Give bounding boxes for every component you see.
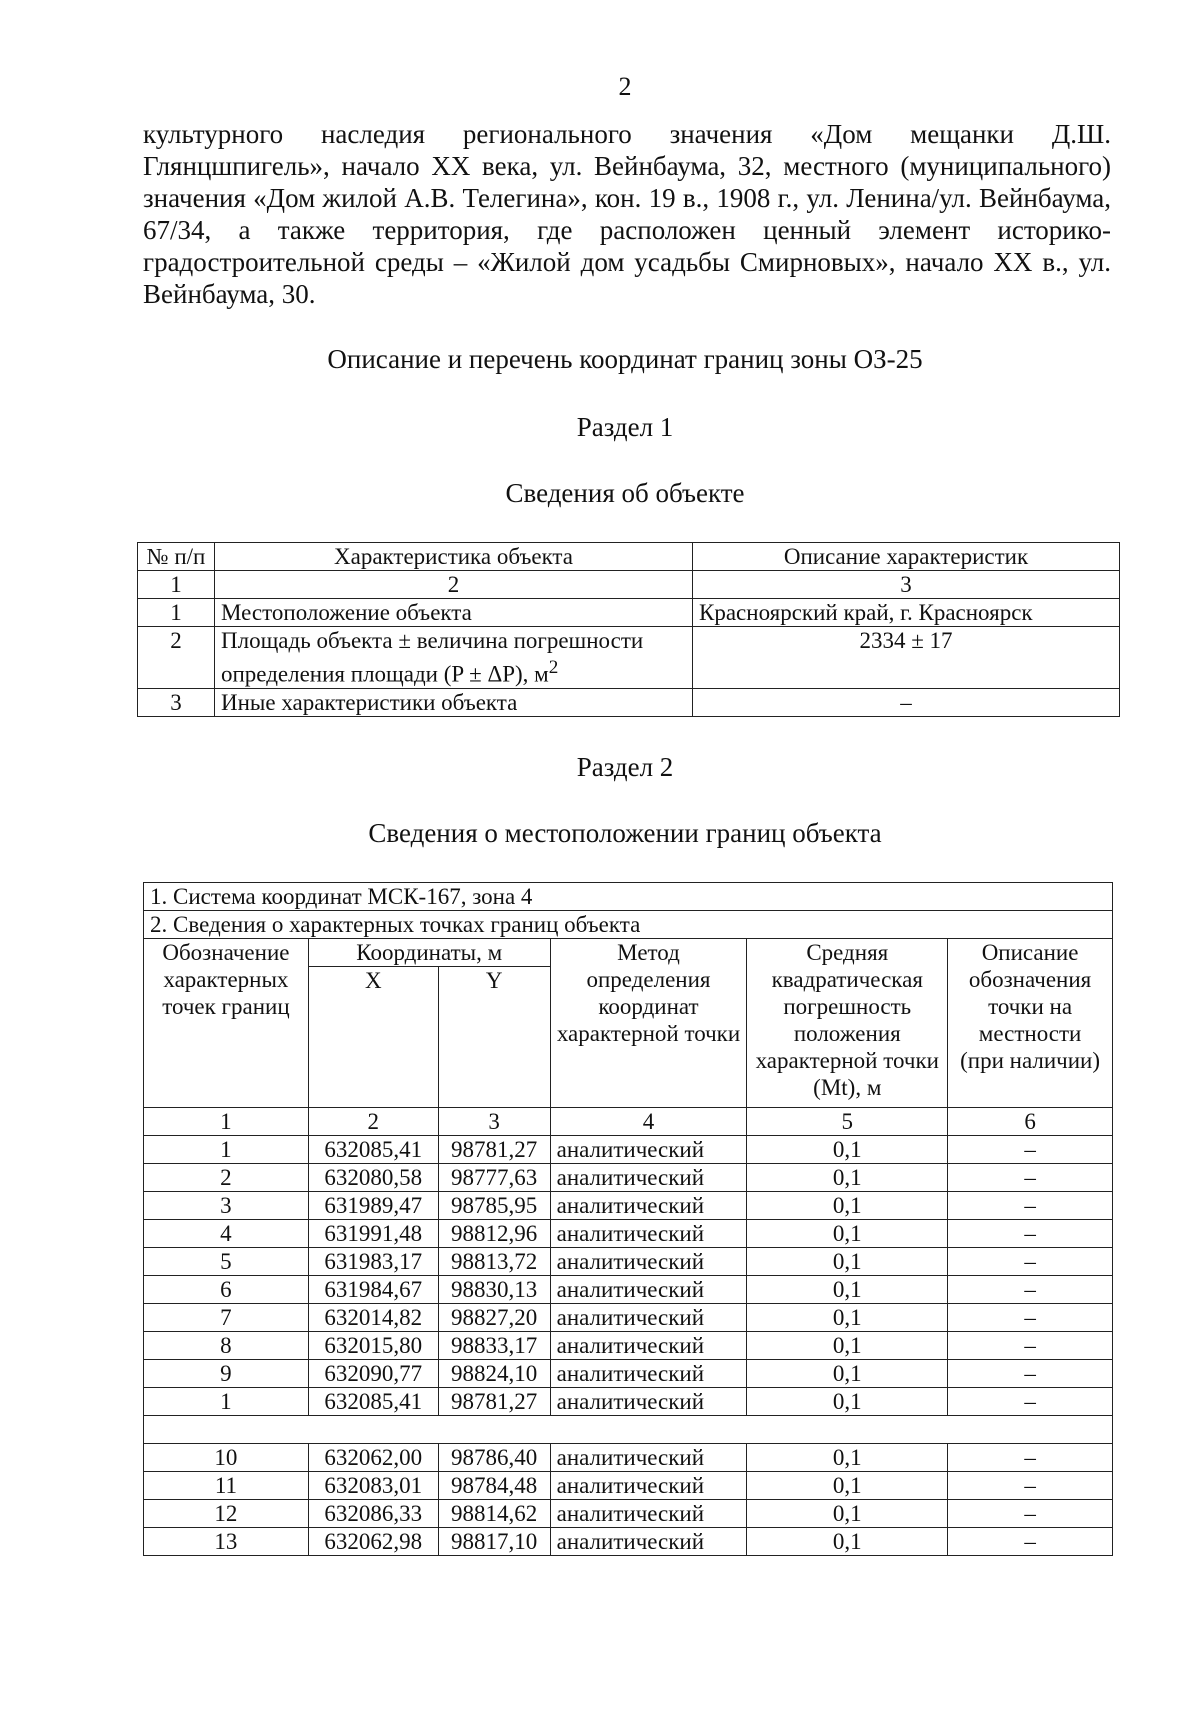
section2-subheading: Сведения о местоположении границ объекта (368, 818, 882, 848)
point-designation: 3 (144, 1192, 309, 1220)
point-designation: 2 (144, 1164, 309, 1192)
row-number: 3 (138, 688, 215, 716)
table-row (144, 1304, 1113, 1332)
coordinate-x: 632090,77 (308, 1360, 438, 1388)
mean-square-error: 0,1 (747, 1164, 948, 1192)
coordinate-y: 98813,72 (438, 1248, 550, 1276)
coordinate-x: 631991,48 (308, 1220, 438, 1248)
object-info-table (137, 542, 1120, 717)
point-description: – (948, 1248, 1113, 1276)
points-info-label: 2. Сведения о характерных точках границ объекта (144, 911, 1113, 939)
column-number: 2 (215, 571, 693, 599)
determination-method: аналитический (550, 1220, 747, 1248)
table-row (144, 1220, 1113, 1248)
table-row (144, 1248, 1113, 1276)
coordinate-x: 632080,58 (308, 1164, 438, 1192)
table-row (144, 1360, 1113, 1388)
point-description: – (948, 1136, 1113, 1164)
determination-method: аналитический (550, 1332, 747, 1360)
determination-method: аналитический (550, 1248, 747, 1276)
column-number: 2 (308, 1108, 438, 1136)
area-label-line2: определения площади (P ± ΔP), м (221, 661, 549, 687)
point-designation: 6 (144, 1276, 309, 1304)
point-description: – (948, 1500, 1113, 1528)
point-description: – (948, 1192, 1113, 1220)
point-description: – (948, 1304, 1113, 1332)
boundary-points-table (143, 882, 1113, 1556)
column-number: 3 (693, 571, 1120, 599)
coordinate-y: 98817,10 (438, 1528, 550, 1556)
mean-square-error: 0,1 (747, 1248, 948, 1276)
determination-method: аналитический (550, 1304, 747, 1332)
determination-method: аналитический (550, 1276, 747, 1304)
column-number: 3 (438, 1108, 550, 1136)
mean-square-error: 0,1 (747, 1192, 948, 1220)
point-designation: 8 (144, 1332, 309, 1360)
point-designation: 1 (144, 1388, 309, 1416)
column-number: 1 (144, 1108, 309, 1136)
header-error: Средняя квадратическая погрешность положения характерной точки (Mt), м (747, 939, 948, 1108)
coordinate-x: 632015,80 (308, 1332, 438, 1360)
point-designation: 1 (144, 1136, 309, 1164)
header-cell: Описание характеристик (693, 543, 1120, 571)
coordinate-system-row (144, 883, 1113, 911)
determination-method: аналитический (550, 1500, 747, 1528)
point-designation: 5 (144, 1248, 309, 1276)
coordinate-x: 632062,00 (308, 1444, 438, 1472)
table-row (144, 1472, 1113, 1500)
column-number: 5 (747, 1108, 948, 1136)
table-header-row (144, 939, 1113, 967)
point-description: – (948, 1360, 1113, 1388)
blank-cell (144, 1416, 1113, 1444)
coordinate-x: 632085,41 (308, 1136, 438, 1164)
coordinate-x: 632085,41 (308, 1388, 438, 1416)
coordinate-x: 631984,67 (308, 1276, 438, 1304)
mean-square-error: 0,1 (747, 1472, 948, 1500)
table-row (144, 1136, 1113, 1164)
point-description: – (948, 1528, 1113, 1556)
point-description: – (948, 1472, 1113, 1500)
characteristic-name: Местоположение объекта (215, 599, 693, 627)
point-designation: 7 (144, 1304, 309, 1332)
points-info-row (144, 911, 1113, 939)
header-coordinates: Координаты, м (308, 939, 550, 967)
document-title: Описание и перечень координат границ зоны ОЗ-25 (327, 344, 923, 374)
table-row (144, 1276, 1113, 1304)
coordinate-y: 98827,20 (438, 1304, 550, 1332)
determination-method: аналитический (550, 1164, 747, 1192)
mean-square-error: 0,1 (747, 1388, 948, 1416)
mean-square-error: 0,1 (747, 1360, 948, 1388)
coordinate-x: 631983,17 (308, 1248, 438, 1276)
table-row (144, 1444, 1113, 1472)
point-description: – (948, 1276, 1113, 1304)
characteristic-name: Иные характеристики объекта (215, 688, 693, 716)
header-cell: Характеристика объекта (215, 543, 693, 571)
coordinate-x: 632014,82 (308, 1304, 438, 1332)
mean-square-error: 0,1 (747, 1332, 948, 1360)
mean-square-error: 0,1 (747, 1528, 948, 1556)
table-row (144, 1528, 1113, 1556)
mean-square-error: 0,1 (747, 1136, 948, 1164)
column-number-row (138, 571, 1120, 599)
coordinate-y: 98833,17 (438, 1332, 550, 1360)
header-x: X (308, 967, 438, 1108)
point-designation: 12 (144, 1500, 309, 1528)
coordinate-y: 98812,96 (438, 1220, 550, 1248)
mean-square-error: 0,1 (747, 1276, 948, 1304)
boundary-points-group-1 (144, 1136, 1113, 1416)
determination-method: аналитический (550, 1444, 747, 1472)
coordinate-x: 632083,01 (308, 1472, 438, 1500)
coordinate-x: 632062,98 (308, 1528, 438, 1556)
coordinate-y: 98777,63 (438, 1164, 550, 1192)
table-header-row (138, 543, 1120, 571)
header-designation: Обозначение характерных точек границ (144, 939, 309, 1108)
determination-method: аналитический (550, 1136, 747, 1164)
characteristic-value: – (693, 688, 1120, 716)
coordinate-y: 98814,62 (438, 1500, 550, 1528)
point-description: – (948, 1164, 1113, 1192)
section1-subheading: Сведения об объекте (505, 478, 745, 508)
header-description: Описание обозначения точки на местности (при наличии) (948, 939, 1113, 1108)
section2-heading: Раздел 2 (576, 752, 674, 782)
intro-paragraph: культурного наследия регионального значения «Дом мещанки Д.Ш. Глянцшпигель», начало XX века, ул. Вейнбаума, 32, местного (муниципального) значения «Дом жилой А.В. Телегина», кон. 19 в., 1908 г., ул. Ленина/ул. Вейнбаума, 67/34, а также территория, где расположен ценный элемент историко-градостроительной среды – «Жилой дом усадьбы Смирновых», начало XX в., ул. Вейнбаума, 30. (143, 119, 1111, 309)
point-designation: 13 (144, 1528, 309, 1556)
characteristic-value: Красноярский край, г. Красноярск (693, 599, 1120, 627)
table-row (144, 1500, 1113, 1528)
table-row (144, 1332, 1113, 1360)
point-description: – (948, 1332, 1113, 1360)
coordinate-y: 98784,48 (438, 1472, 550, 1500)
point-description: – (948, 1220, 1113, 1248)
characteristic-value: 2334 ± 17 (693, 627, 1120, 689)
header-cell: № п/п (138, 543, 215, 571)
section1-heading: Раздел 1 (576, 412, 674, 442)
mean-square-error: 0,1 (747, 1220, 948, 1248)
area-label-line1: Площадь объекта ± величина погрешности (221, 628, 644, 653)
column-number: 4 (550, 1108, 747, 1136)
coordinate-y: 98824,10 (438, 1360, 550, 1388)
row-number: 2 (138, 627, 215, 689)
coordinate-y: 98785,95 (438, 1192, 550, 1220)
table-row (138, 688, 1120, 716)
boundary-points-group-2 (144, 1444, 1113, 1556)
point-designation: 4 (144, 1220, 309, 1248)
column-number: 1 (138, 571, 215, 599)
coordinate-system-label: 1. Система координат МСК-167, зона 4 (144, 883, 1113, 911)
coordinate-x: 632086,33 (308, 1500, 438, 1528)
mean-square-error: 0,1 (747, 1304, 948, 1332)
table-row (138, 627, 1120, 689)
determination-method: аналитический (550, 1360, 747, 1388)
characteristic-name (215, 627, 693, 689)
coordinate-y: 98786,40 (438, 1444, 550, 1472)
row-number: 1 (138, 599, 215, 627)
table-row (138, 599, 1120, 627)
header-y: Y (438, 967, 550, 1108)
point-designation: 11 (144, 1472, 309, 1500)
determination-method: аналитический (550, 1192, 747, 1220)
coordinate-x: 631989,47 (308, 1192, 438, 1220)
point-description: – (948, 1388, 1113, 1416)
page-number: 2 (618, 72, 632, 101)
determination-method: аналитический (550, 1528, 747, 1556)
coordinate-y: 98781,27 (438, 1136, 550, 1164)
table-row (144, 1388, 1113, 1416)
mean-square-error: 0,1 (747, 1500, 948, 1528)
header-method: Метод определения координат характерной точки (550, 939, 747, 1108)
point-designation: 9 (144, 1360, 309, 1388)
table-row (144, 1192, 1113, 1220)
mean-square-error: 0,1 (747, 1444, 948, 1472)
point-description: – (948, 1444, 1113, 1472)
coordinate-y: 98830,13 (438, 1276, 550, 1304)
determination-method: аналитический (550, 1472, 747, 1500)
table-row (144, 1164, 1113, 1192)
area-unit-superscript: 2 (548, 657, 559, 678)
column-number-row (144, 1108, 1113, 1136)
point-designation: 10 (144, 1444, 309, 1472)
blank-separator-row (144, 1416, 1113, 1444)
determination-method: аналитический (550, 1388, 747, 1416)
coordinate-y: 98781,27 (438, 1388, 550, 1416)
column-number: 6 (948, 1108, 1113, 1136)
